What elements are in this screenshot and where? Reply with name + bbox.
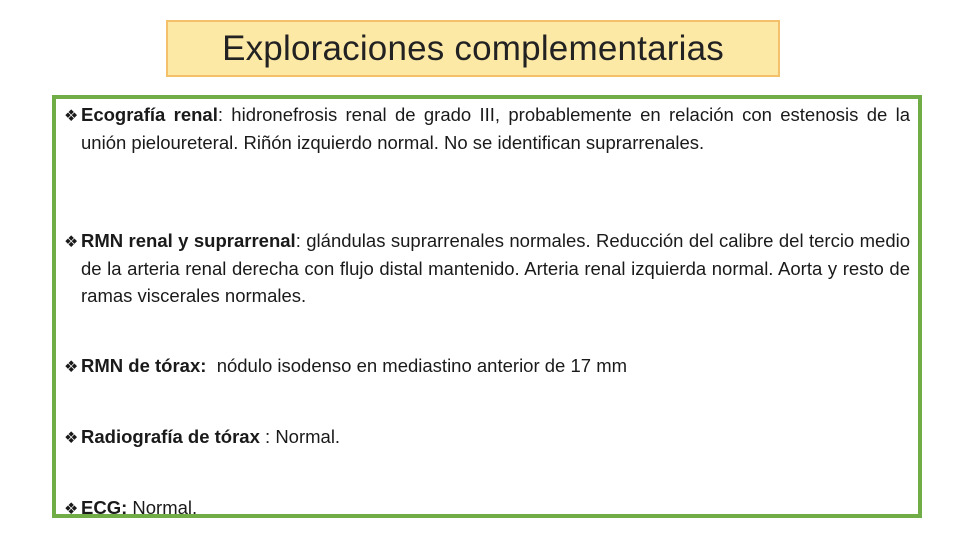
slide-title-box (166, 20, 780, 77)
item-text: Normal. (132, 497, 198, 518)
list-item-line (64, 352, 910, 380)
list-item-line (64, 101, 910, 156)
item-separator: : (217, 104, 232, 125)
list-item-rmn-renal (64, 227, 910, 309)
list-item-ecg (64, 494, 910, 522)
item-text: Normal. (275, 426, 341, 447)
item-separator: : (259, 426, 276, 447)
diamond-bullet-icon: ❖ (64, 232, 79, 251)
list-item-line (64, 494, 910, 522)
item-separator (206, 355, 216, 376)
item-label: RMN renal y suprarrenal (81, 230, 296, 251)
item-label: RMN de tórax: (81, 355, 207, 376)
list-item-radiografia (64, 423, 910, 451)
diamond-bullet-icon: ❖ (64, 499, 79, 518)
item-text: nódulo isodenso en mediastino anterior de 17 mm (216, 355, 628, 376)
findings-frame (52, 95, 922, 518)
item-label: ECG: (81, 497, 128, 518)
item-separator: : (295, 230, 307, 251)
list-item-line (64, 423, 910, 451)
item-label: Radiografía de tórax (81, 426, 260, 447)
list-item-ecografia (64, 101, 910, 156)
slide-title: Exploraciones complementarias (222, 28, 724, 68)
diamond-bullet-icon: ❖ (64, 428, 79, 447)
item-text: glándulas suprarrenales normales. Reducción del calibre del tercio medio de la arteria renal derecha con flujo distal mantenido. Arteria renal izquierda normal. Aorta y resto de ramas viscerales normales. (81, 230, 911, 306)
diamond-bullet-icon: ❖ (64, 106, 79, 125)
diamond-bullet-icon: ❖ (64, 357, 79, 376)
item-label: Ecografía renal (81, 104, 218, 125)
list-item-line (64, 227, 910, 309)
list-item-rmn-torax (64, 352, 910, 380)
item-text: hidronefrosis renal de grado III, probablemente en relación con estenosis de la unión pieloureteral. Riñón izquierdo normal. No se identifican suprarrenales. (81, 104, 910, 153)
